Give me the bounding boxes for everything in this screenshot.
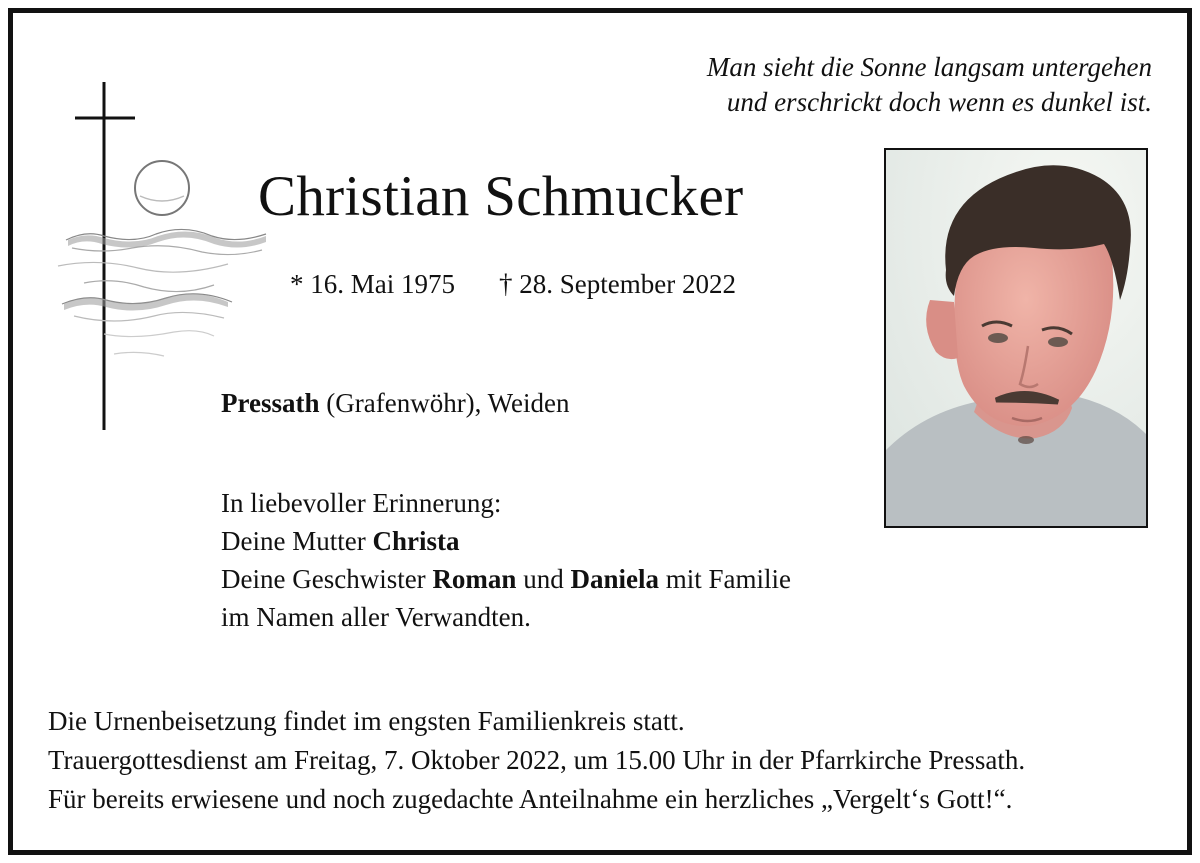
cross-icon xyxy=(75,82,135,430)
footer-line-3: Für bereits erwiesene und noch zugedachte Anteilnahme ein herzliches „Vergelt‘s Gott!“. xyxy=(48,784,1013,814)
family-block xyxy=(221,484,791,636)
siblings-suffix: mit Familie xyxy=(658,564,791,594)
funeral-notice xyxy=(48,702,1025,819)
quote-line-2: und erschrickt doch wenn es dunkel ist. xyxy=(726,87,1152,117)
family-siblings-line xyxy=(221,560,791,598)
birth-date: * 16. Mai 1975 xyxy=(290,269,455,299)
deceased-name: Christian Schmucker xyxy=(258,165,744,228)
death-date: † 28. September 2022 xyxy=(499,269,736,299)
siblings-prefix: Deine Geschwister xyxy=(221,564,433,594)
footer-line-1: Die Urnenbeisetzung findet im engsten Familienkreis statt. xyxy=(48,706,685,736)
mother-prefix: Deine Mutter xyxy=(221,526,373,556)
location-line xyxy=(221,385,569,421)
sun-icon xyxy=(135,161,189,215)
portrait-photo xyxy=(884,148,1148,528)
cross-sunset-illustration xyxy=(44,78,284,438)
life-dates xyxy=(290,266,736,302)
sibling-2-name: Daniela xyxy=(570,564,659,594)
family-relatives-line: im Namen aller Verwandten. xyxy=(221,602,531,632)
family-mother-line xyxy=(221,522,791,560)
and-word: und xyxy=(516,564,571,594)
quote-line-1: Man sieht die Sonne langsam untergehen xyxy=(706,52,1152,82)
location-rest: (Grafenwöhr), Weiden xyxy=(319,388,570,418)
location-town: Pressath xyxy=(221,388,320,418)
sibling-1-name: Roman xyxy=(432,564,517,594)
family-intro: In liebevoller Erinnerung: xyxy=(221,488,502,518)
memorial-quote xyxy=(707,50,1152,120)
footer-line-2: Trauergottesdienst am Freitag, 7. Oktober 2022, um 15.00 Uhr in der Pfarrkirche Pressath. xyxy=(48,745,1026,775)
portrait-illustration xyxy=(886,150,1146,526)
mother-name: Christa xyxy=(372,526,460,556)
